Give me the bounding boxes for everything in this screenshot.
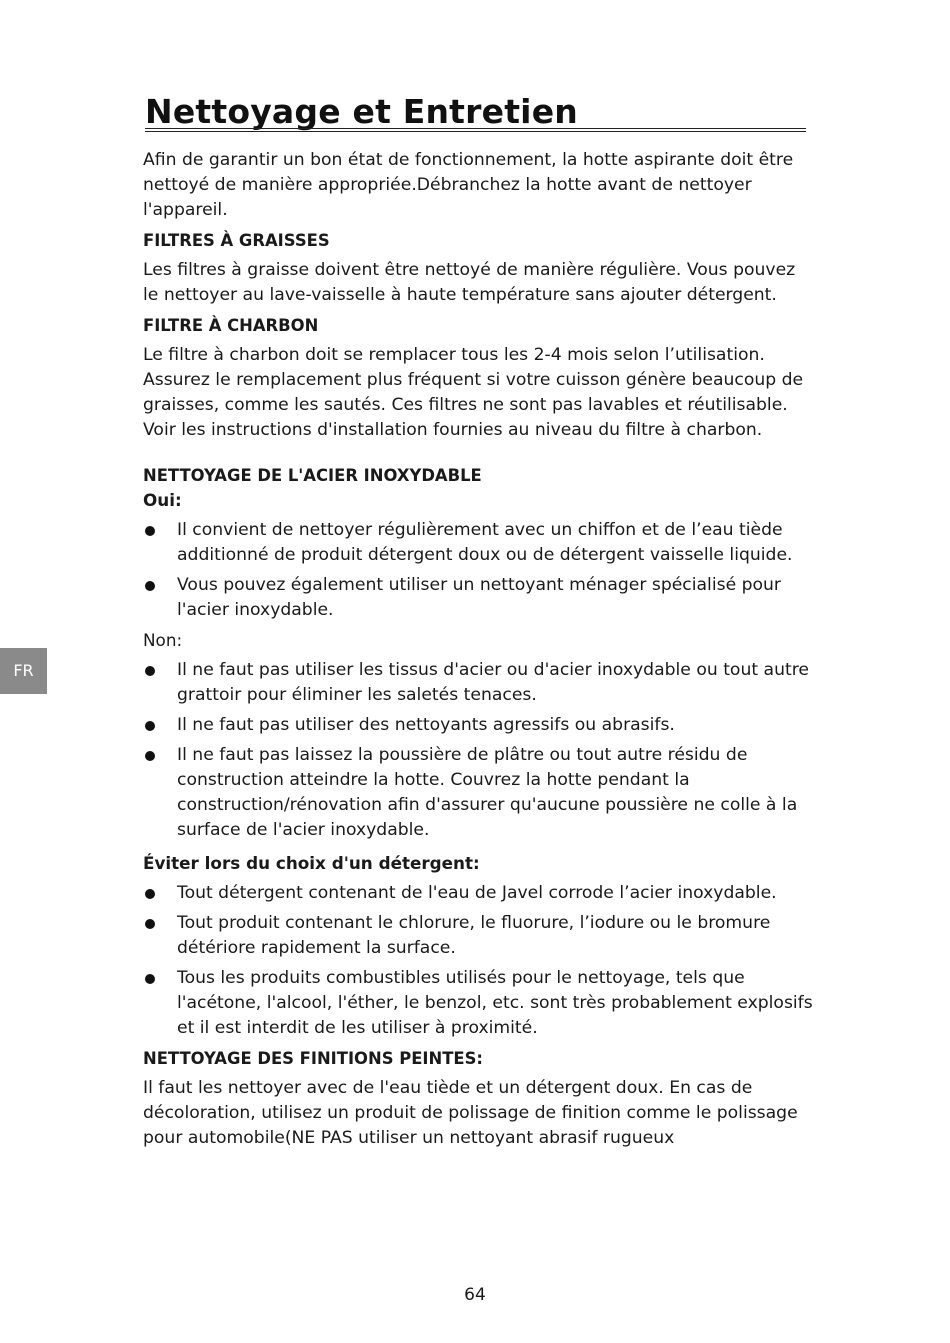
bullet-icon [145, 974, 155, 984]
intro-paragraph: Afin de garantir un bon état de fonctionnement, la hotte aspirante doit être nettoyé de manière appropriée.Débranchez la hotte avant de nettoyer l'appareil. [143, 150, 794, 220]
charcoal-filter-paragraph: Le filtre à charbon doit se remplacer tous les 2-4 mois selon l’utilisation. Assurez le remplacement plus fréquent si votre cuisson génère beaucoup de graisses, comme les sautés. Ces filtres ne sont pas lavables et réutilisable. Voir les instructions d'installation fournies au niveau du filtre à charbon. [143, 345, 804, 440]
list-item [143, 518, 813, 568]
list-item-text: Vous pouvez également utiliser un nettoyant ménager spécialisé pour l'acier inoxydable. [177, 575, 781, 620]
painted-paragraph: Il faut les nettoyer avec de l'eau tiède et un détergent doux. En cas de décoloration, utilisez un produit de polissage de finition comme le polissage pour automobile(NE PAS utiliser un nettoyant abrasif rugueux [143, 1078, 798, 1148]
language-tab: FR [0, 648, 47, 694]
page-number: 64 [464, 1285, 486, 1305]
painted-heading: NETTOYAGE DES FINITIONS PEINTES: [143, 1049, 483, 1068]
yes-list [143, 518, 813, 623]
list-item-text: Il ne faut pas utiliser des nettoyants agressifs ou abrasifs. [177, 715, 675, 735]
list-item [143, 966, 813, 1041]
list-item-text: Tous les produits combustibles utilisés pour le nettoyage, tels que l'acétone, l'alcool, l'éther, le benzol, etc. sont très probablement explosifs et il est interdit de les utiliser à proximité. [177, 968, 813, 1038]
list-item-text: Tout produit contenant le chlorure, le fluorure, l’iodure ou le bromure détériore rapidement la surface. [177, 913, 771, 958]
bullet-icon [145, 666, 155, 676]
stainless-heading: NETTOYAGE DE L'ACIER INOXYDABLE [143, 466, 482, 485]
list-item-text: Tout détergent contenant de l'eau de Javel corrode l’acier inoxydable. [177, 883, 777, 903]
bullet-icon [145, 581, 155, 591]
grease-filters-paragraph: Les filtres à graisse doivent être nettoyé de manière régulière. Vous pouvez le nettoyer au lave-vaisselle à haute température sans ajouter détergent. [143, 260, 796, 305]
bullet-icon [145, 721, 155, 731]
no-list [143, 658, 813, 843]
grease-filters-heading: FILTRES À GRAISSES [143, 231, 330, 250]
list-item-text: Il ne faut pas utiliser les tissus d'acier ou d'acier inoxydable ou tout autre grattoir pour éliminer les saletés tenaces. [177, 660, 809, 705]
bullet-icon [145, 889, 155, 899]
avoid-label: Éviter lors du choix d'un détergent: [143, 853, 480, 873]
no-label: Non: [143, 630, 183, 650]
bullet-icon [145, 919, 155, 929]
page-content [143, 148, 813, 1156]
bullet-icon [145, 751, 155, 761]
list-item-text: Il convient de nettoyer régulièrement avec un chiffon et de l’eau tiède additionné de produit détergent doux ou de détergent vaisselle liquide. [177, 520, 793, 565]
list-item [143, 743, 813, 843]
yes-label: Oui: [143, 490, 182, 510]
charcoal-filter-heading: FILTRE À CHARBON [143, 316, 319, 335]
list-item [143, 713, 813, 738]
list-item [143, 658, 813, 708]
title-underline [145, 128, 806, 132]
list-item [143, 881, 813, 906]
list-item-text: Il ne faut pas laissez la poussière de plâtre ou tout autre résidu de construction atteindre la hotte. Couvrez la hotte pendant la construction/rénovation afin d'assurer qu'aucune poussière ne colle à la surface de l'acier inoxydable. [177, 745, 798, 840]
bullet-icon [145, 526, 155, 536]
list-item [143, 573, 813, 623]
avoid-list [143, 881, 813, 1041]
list-item [143, 911, 813, 961]
page-title: Nettoyage et Entretien [145, 92, 578, 131]
